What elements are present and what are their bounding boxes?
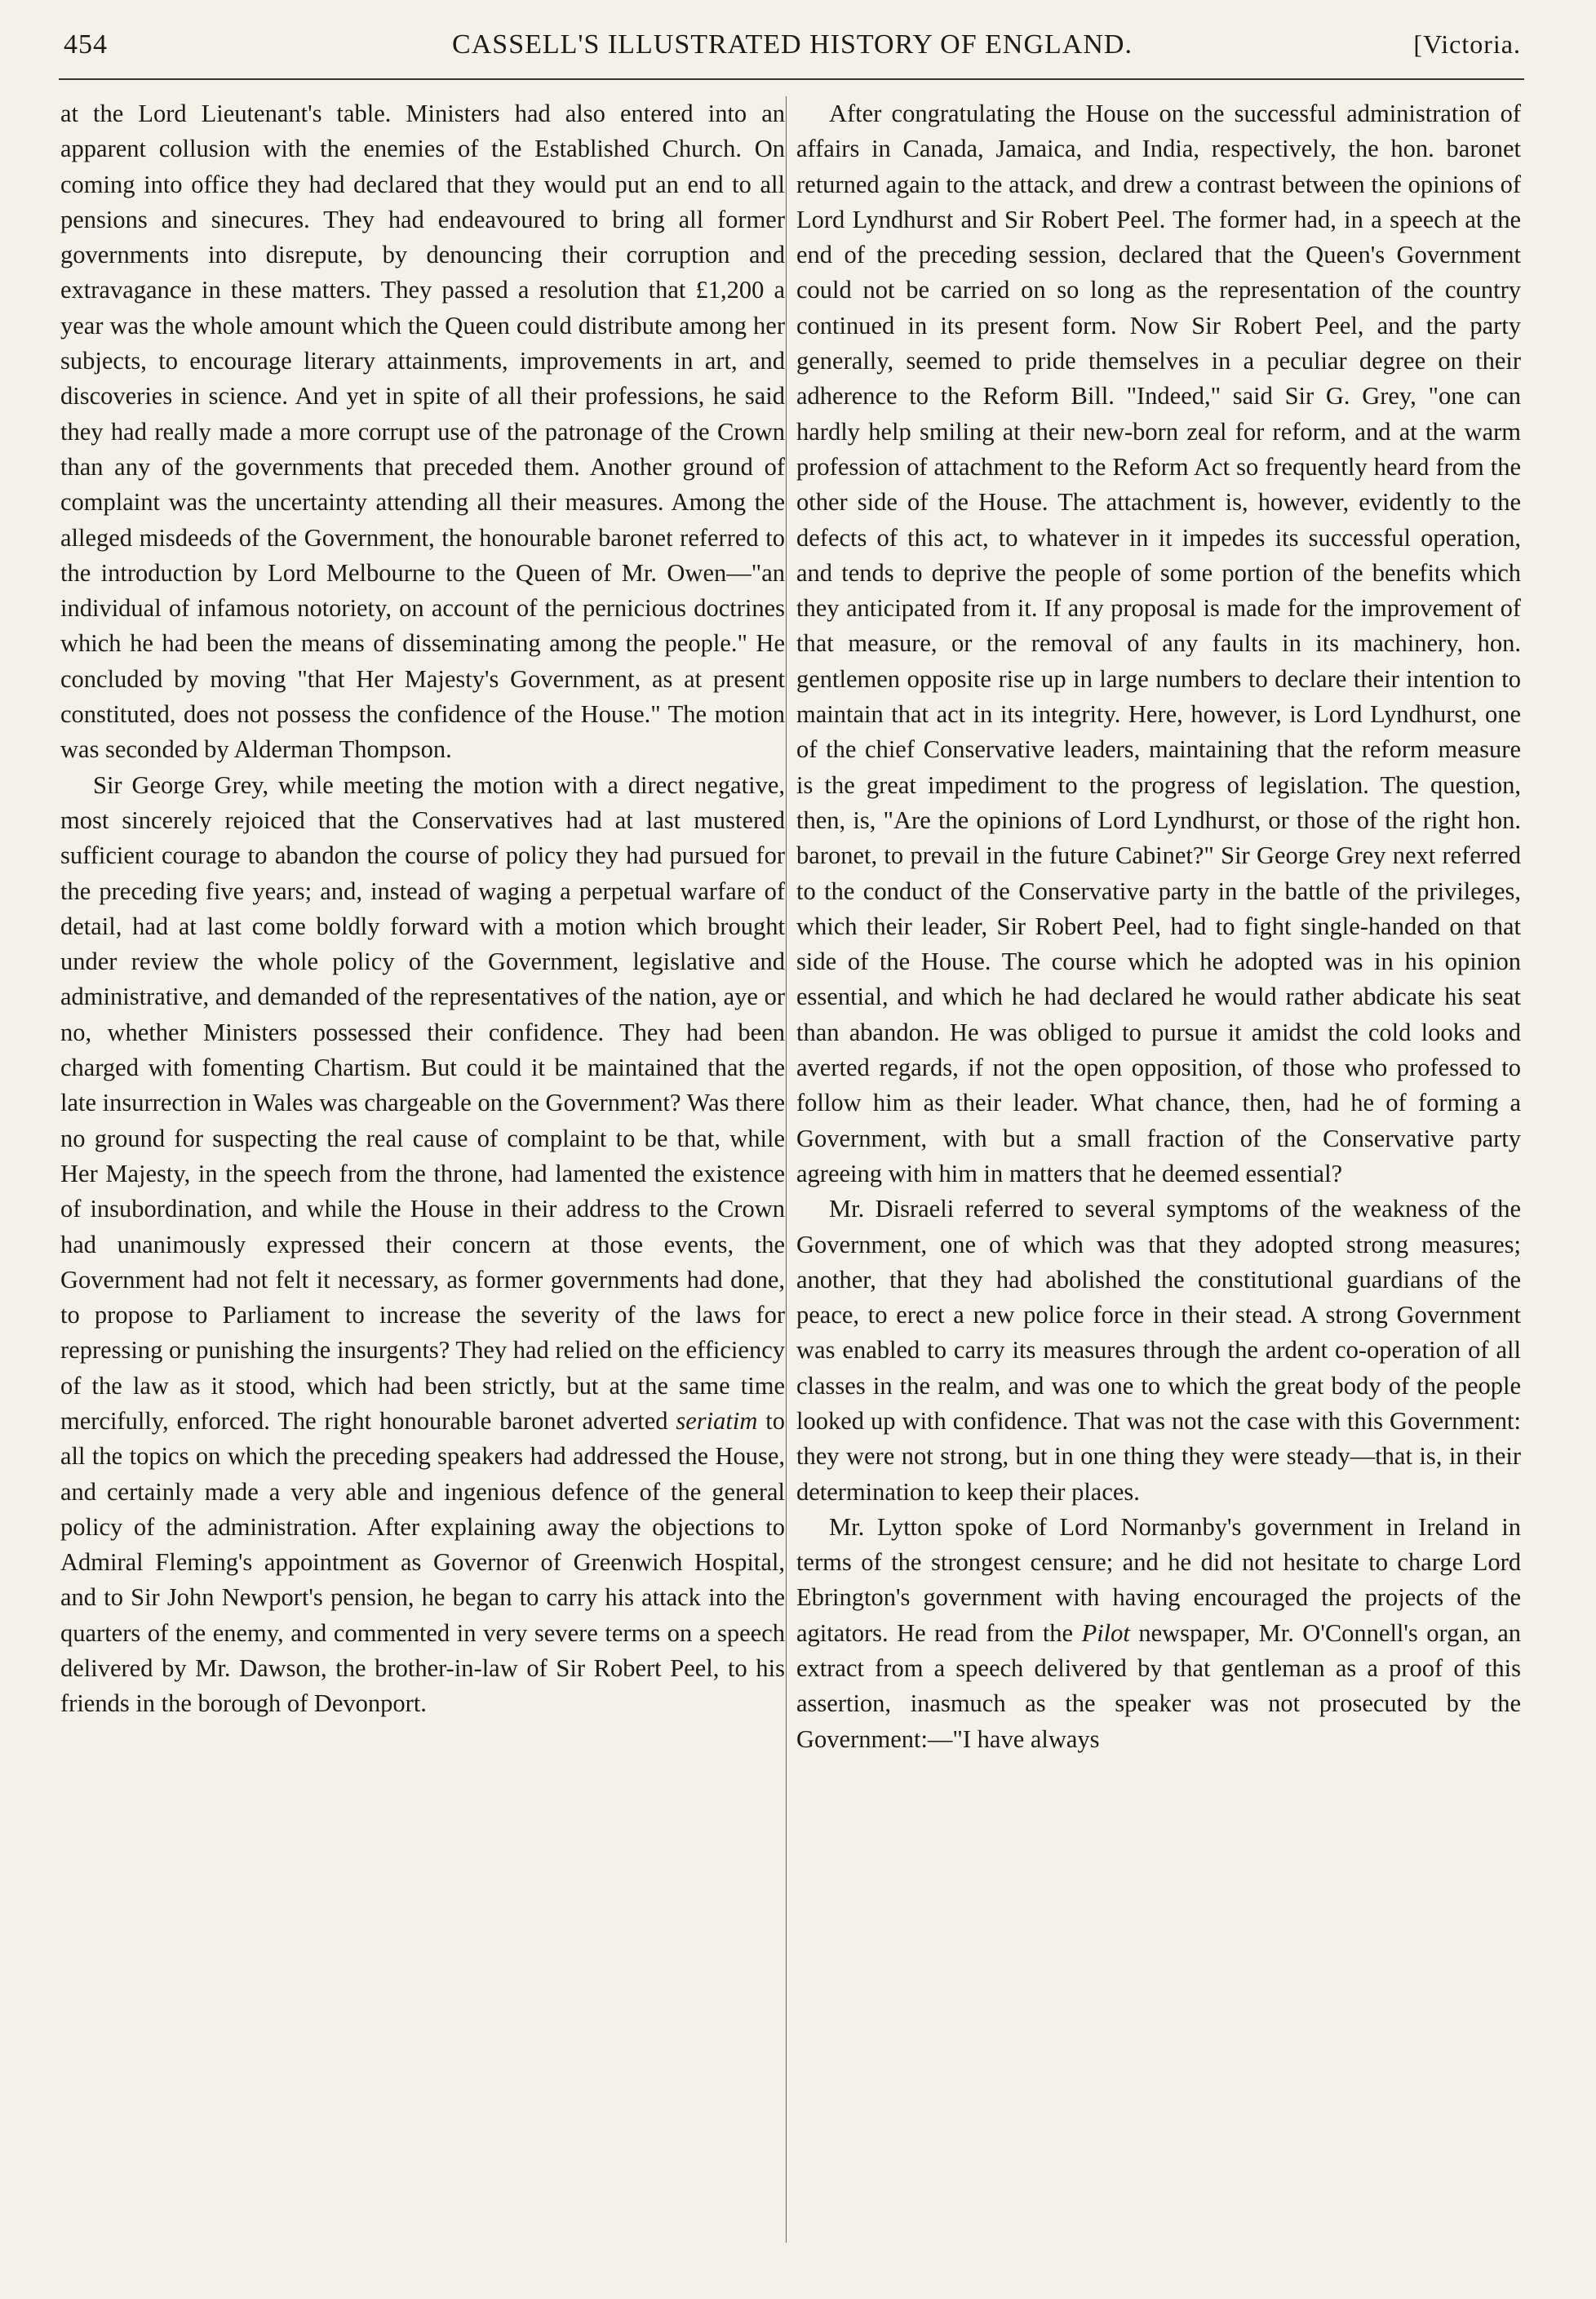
paragraph-text: Sir George Grey, while meeting the motion with a direct negative, most sincerely rejoiced that the Conservatives had at last mustered sufficient courage to abandon the course of policy they had pursued for the preceding five years; and, instead of waging a perpetual warfare of detail, had at last come boldly forward with a motion which brought under review the whole policy of the Government, legislative and administrative, and demanded of the representatives of the nation, aye or no, whether Ministers possessed their confidence. They had been charged with fomenting Chartism. But could it be maintained that the late insurrection in Wales was chargeable on the Government? Was there no ground for suspecting the real cause of complaint to be that, while Her Majesty, in the speech from the throne, had lamented the existence of insubordination, and while the House in their address to the Crown had unanimously expressed their concern at those events, the Government had not felt it necessary, as former governments had done, to propose to Parliament to increase the severity of the laws for repressing or punishing the insurgents? They had relied on the efficiency of the law as it stood, which had been strictly, but at the same time mercifully, enforced. The right honourable baronet adverted xyxy=(60,770,785,1435)
italic-term: seriatim xyxy=(676,1406,758,1435)
paragraph xyxy=(796,1510,1521,1757)
left-column xyxy=(60,96,785,1722)
italic-term: Pilot xyxy=(1081,1618,1130,1647)
right-column xyxy=(796,96,1521,1757)
paragraph-text: to all the topics on which the preceding speakers had addressed the House, and certainly made a very able and ingenious defence of the general policy of the administration. After explaining away the objections to Admiral Fleming's appointment as Governor of Greenwich Hospital, and to Sir John Newport's pension, he began to carry his attack into the quarters of the enemy, and commented in very severe terms on a speech delivered by Mr. Dawson, the brother-in-law of Sir Robert Peel, to his friends in the borough of Devonport. xyxy=(60,1406,786,1718)
paragraph-text: Mr. Lytton spoke of Lord Normanby's government in Ireland in terms of the strongest censure; and he did not hesitate to charge Lord Ebrington's government with having encouraged the projects of the agitators. He read from the xyxy=(796,1512,1521,1647)
paragraph: Mr. Disraeli referred to several symptoms of the weakness of the Government, one of which was that they adopted strong measures; another, that they had abolished the constitutional guardians of the peace, to erect a new police force in their stead. A strong Government was enabled to carry its measures through the ardent co-operation of all classes in the realm, and was one to which the great body of the people looked up with confidence. That was not the case with this Government: they were not strong, but in one thing they were steady—that is, in their determination to keep their places. xyxy=(796,1195,1521,1506)
running-title: CASSELL'S ILLUSTRATED HISTORY OF ENGLAND. xyxy=(452,29,1133,60)
column-divider xyxy=(786,96,787,2243)
paragraph: at the Lord Lieutenant's table. Ministers had also entered into an apparent collusion with the enemies of the Established Church. On coming into office they had declared that they would put an end to all pensions and sinecures. They had endeavoured to bring all former governments into disrepute, by denouncing their corruption and extravagance in these matters. They passed a resolution that £1,200 a year was the whole amount which the Queen could distribute among her subjects, to encourage literary attainments, improvements in art, and discoveries in science. And yet in spite of all their professions, he said they had really made a more corrupt use of the patronage of the Crown than any of the governments that preceded them. Another ground of complaint was the uncertainty attending all their measures. Among the alleged misdeeds of the Government, the honourable baronet referred to the introduction by Lord Melbourne to the Queen of Mr. Owen—"an individual of infamous notoriety, on account of the pernicious doctrines which he had been the means of disseminating among the people." He concluded by moving "that Her Majesty's Government, as at present constituted, does not possess the confidence of the House." The motion was seconded by Alderman Thompson. xyxy=(60,100,785,764)
header-rule xyxy=(59,78,1524,80)
paragraph xyxy=(60,768,785,1722)
paragraph: After congratulating the House on the successful administration of affairs in Canada, Jamaica, and India, respectively, the hon. baronet returned again to the attack, and drew a contrast between the opinions of Lord Lyndhurst and Sir Robert Peel. The former had, in a speech at the end of the preceding session, declared that the Queen's Government could not be carried on so long as the representation of the country continued in its present form. Now Sir Robert Peel, and the party generally, seemed to pride themselves in a peculiar degree on their adherence to the Reform Bill. "Indeed," said Sir G. Grey, "one can hardly help smiling at their new-born zeal for reform, and at the warm profession of attachment to the Reform Act so frequently heard from the other side of the House. The attachment is, however, evidently to the defects of this act, to whatever in it impedes its successful operation, and tends to deprive the people of some portion of the benefits which they anticipated from it. If any proposal is made for the improvement of that measure, or the removal of any faults in its machinery, hon. gentlemen opposite rise up in large numbers to declare their intention to maintain that act in its integrity. Here, however, is Lord Lyndhurst, one of the chief Conservative leaders, maintaining that the reform measure is the great impediment to the progress of legislation. The question, then, is, "Are the opinions of Lord Lyndhurst, or those of the right hon. baronet, to prevail in the future Cabinet?" Sir George Grey next referred to the conduct of the Conservative party in the battle of the privileges, which their leader, Sir Robert Peel, had to fight single-handed on that side of the House. The course which he adopted was in his opinion essential, and which he had declared he would rather abdicate his seat than abandon. He was obliged to pursue it amidst the cold looks and averted regards, if not the open opposition, of those who professed to follow him as their leader. What chance, then, had he of forming a Government, with but a small fraction of the Conservative party agreeing with him in matters that he deemed essential? xyxy=(796,100,1521,1187)
section-label: [Victoria. xyxy=(1413,29,1521,59)
page-number: 454 xyxy=(64,29,108,60)
paragraph-text: newspaper, Mr. O'Connell's organ, an extract from a speech delivered by that gentleman as a proof of this assertion, inasmuch as the speaker was not prosecuted by the Government:—"I have always xyxy=(796,1618,1522,1753)
running-header xyxy=(64,29,1521,72)
